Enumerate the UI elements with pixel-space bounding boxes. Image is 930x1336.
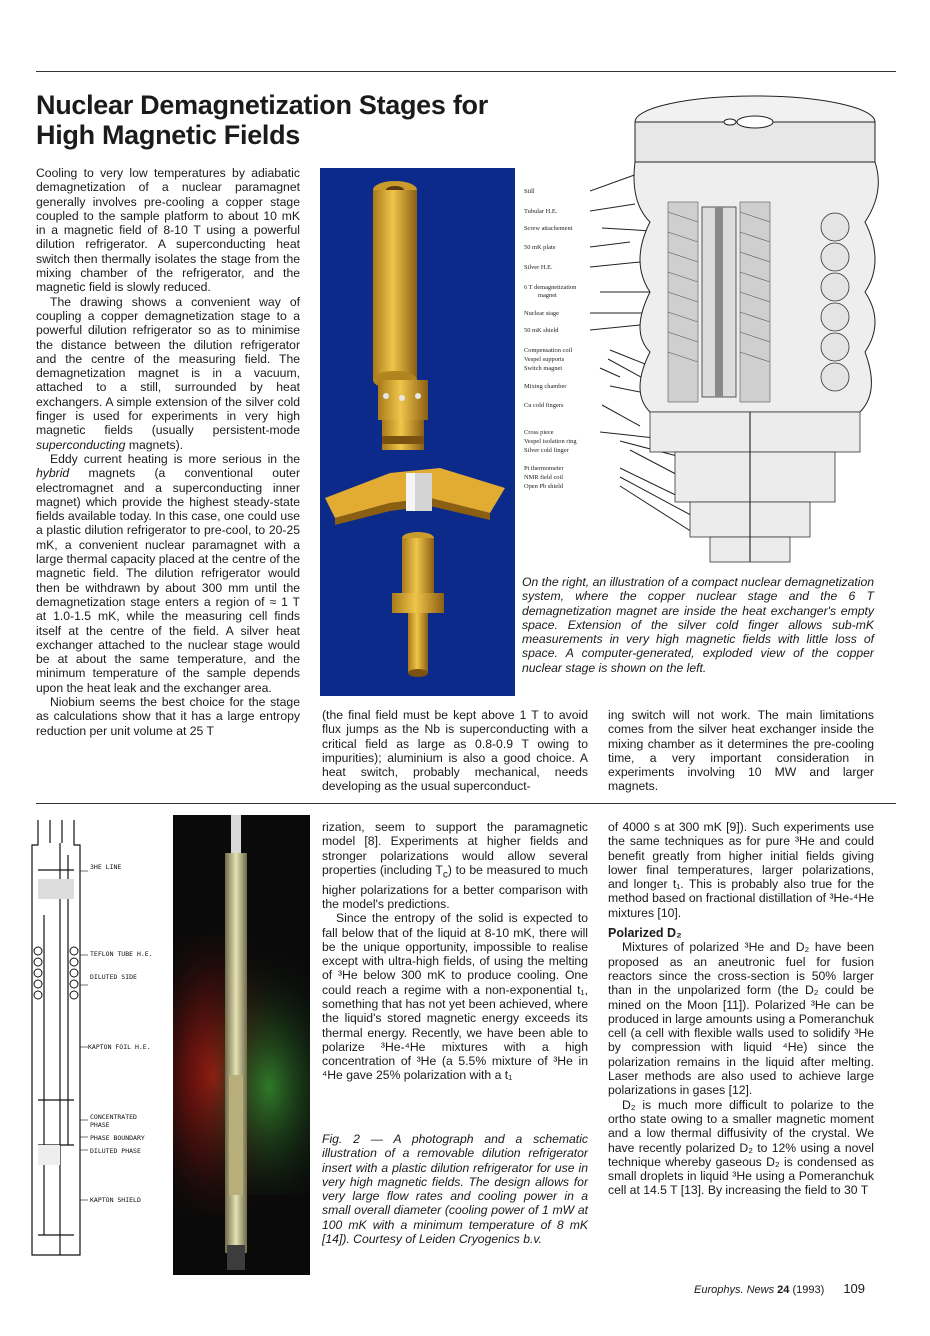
section-heading: Polarized D₂ bbox=[608, 926, 682, 941]
cutaway-label: Mixing chamber bbox=[524, 383, 567, 390]
cutaway-label: Nuclear stage bbox=[524, 310, 559, 317]
title-line-1: Nuclear Demagnetization Stages for bbox=[36, 90, 488, 120]
schematic-label: CONCENTRATED bbox=[90, 1113, 137, 1121]
cutaway-label: 50 mK plate bbox=[524, 244, 556, 251]
schematic-label: 3HE LINE bbox=[90, 863, 122, 871]
dilution-insert-photo bbox=[173, 815, 310, 1275]
cutaway-label: Pt thermometer bbox=[524, 465, 564, 472]
cutaway-label: magnet bbox=[538, 292, 557, 299]
schematic-label: KAPTON SHIELD bbox=[90, 1196, 141, 1204]
schematic-label: TEFLON TUBE H.E. bbox=[90, 950, 153, 958]
dilution-insert-schematic bbox=[30, 815, 172, 1275]
paragraph: The drawing shows a convenient way of coupling a copper demagnetization stage to a powerful dilution refrigerator so as to minimise the distance between the dilution refrigerator and the centre of the measuring field. The demagnetization magnet is in a vacuum, attached to a still, surrounded by heat exchangers. A simple extension of the silver cold finger is used for experiments in very high magnetic fields (usually persistent-mode superconducting magnets). bbox=[36, 294, 300, 452]
cutaway-label: Silver cold finger bbox=[524, 447, 569, 454]
cutaway-label: Tubular H.E. bbox=[524, 208, 558, 215]
cutaway-label: Cross piece bbox=[524, 429, 554, 436]
schematic-label: DILUTED SIDE bbox=[90, 973, 137, 981]
cutaway-label: Still bbox=[524, 188, 535, 195]
column-1 bbox=[36, 166, 300, 738]
cryostat-cutaway-icon bbox=[590, 92, 896, 567]
column-2-bottom bbox=[322, 820, 588, 1083]
section-rule bbox=[36, 803, 896, 804]
paragraph: Cooling to very low temperatures by adiabatic demagnetization of a nuclear paramagnet generally involves pre-cooling a copper stage coupled to the sample platform to about 10 mK in a magnetic field of 8-10 T using a powerful dilution refrigerator. A superconducting heat switch then thermally isolates the stage from the mixing chamber of the refrigerator, and the magnetic field is slowly reduced. bbox=[36, 166, 300, 295]
column-3-top bbox=[608, 708, 874, 794]
top-rule bbox=[36, 71, 896, 72]
schematic-label: DILUTED PHASE bbox=[90, 1147, 141, 1155]
schematic-label: PHASE bbox=[90, 1121, 110, 1129]
paragraph: D₂ is much more difficult to polarize to the ortho state owing to a smaller magnetic moment and a low thermal diffusivity of the crystal. We have recently polarized D₂ to 12% using a novel technique whereby gaseous D₂ is condensed as small droplets in liquid ³He using a Pomeranchuk cell at 14.5 T [13]. By increasing the field to 30 T bbox=[608, 1097, 874, 1198]
schematic-label: KAPTON FOIL H.E. bbox=[88, 1043, 151, 1051]
cutaway-drawing bbox=[590, 92, 896, 567]
journal-name: Europhys. News bbox=[694, 1284, 775, 1296]
paragraph: Eddy current heating is more serious in the hybrid magnets (a conventional outer electromagnet and a superconducting inner magnet) which provide the highest steady-state fields available today. In this case, one could use a plastic dilution refrigerator to pre-cool, to 20-25 mK, a convenient nuclear paramagnet with a large thermal capacity placed at the centre of the magnetic field. The dilution refrigerator would then be withdrawn by about 300 mm until the demagnetization stage enters a region of ≈ 1 T at 1.0-1.5 mK, while the measuring cell finds itself at the centre of the field. A silver heat exchanger attached to the nuclear stage would be at about the same temperature, and the minimum temperature of the sample depends upon the heat leak and the exchanger area. bbox=[36, 451, 300, 695]
paragraph: ing switch will not work. The main limitations comes from the silver heat exchanger inside the mixing chamber as it determines the pre-cooling time, a very important consideration in experiments involving 10 MW and larger magnets. bbox=[608, 708, 874, 794]
paragraph: (the final field must be kept above 1 T to avoid flux jumps as the Nb is superconducting with a critical field as large as 0.8-0.9 T owing to impurities); aluminium is also a good choice. A heat switch, probably mechanical, needs developing as the usual superconduct- bbox=[322, 708, 588, 794]
column-3-bottom bbox=[608, 820, 874, 1198]
cutaway-label: Silver H.E. bbox=[524, 264, 553, 271]
cutaway-label: Compensation coil bbox=[524, 347, 573, 354]
journal-year: (1993) bbox=[792, 1284, 825, 1296]
article-title bbox=[36, 90, 536, 150]
page-number: 109 bbox=[843, 1281, 866, 1296]
figure-1-caption: On the right, an illustration of a compact nuclear demagnetization system, where the copper nuclear stage and the 6 T demagnetization magnet are inside the heat exchanger's empty space. Extension of the silver cold finger allows sub-mK measurements in very high magnetic fields with little loss of space. A computer-generated, exploded view of the copper nuclear stage is shown on the left. bbox=[522, 575, 874, 675]
paragraph: Since the entropy of the solid is expected to fall below that of the liquid at 8-10 mK, there will be the unique opportunity, impossible to realise except with ultra-high fields, of using the melting of ³He below 300 mK to produce cooling. One could reach a regime with a non-exponential t₁, something that has not yet been achieved, where the liquid's stored magnetic energy exceeds its thermal energy. Recently, we have been able to polarize ³He-⁴He mixtures with a high concentration of ³He (a 5.5% mixture of ³He in ⁴He gave 25% polarization with a t₁ bbox=[322, 911, 588, 1083]
exploded-view-icon bbox=[320, 168, 515, 696]
cutaway-label: Cu cold fingers bbox=[524, 402, 564, 409]
cutaway-label: NMR field coil bbox=[524, 474, 564, 481]
title-line-2: High Magnetic Fields bbox=[36, 120, 301, 150]
schematic-label: PHASE BOUNDARY bbox=[90, 1134, 145, 1142]
cutaway-label: Switch magnet bbox=[524, 365, 563, 372]
paragraph: of 4000 s at 300 mK [9]). Such experiments use the same techniques as for pure ³He and could benefit greatly from higher initial fields giving lower final temperatures, larger polarizations, and longer t₁. This is probably also true for the method based on fractional distillation of ³He-⁴He mixtures [10]. bbox=[608, 820, 874, 920]
cutaway-label: Vespel supports bbox=[524, 356, 565, 363]
cutaway-label: 6 T demagnetization bbox=[524, 284, 577, 291]
figure-2-caption: Fig. 2 — A photograph and a schematic illustration of a removable dilution refrigerator insert with a plastic dilution refrigerator for use in very high magnetic fields. The design allows for very large flow rates and cooling power in a small overall diameter (cooling power of 1 mW at 100 mK with a minimum temperature of 8 mK [14]). Courtesy of Leiden Cryogenics b.v. bbox=[322, 1132, 588, 1247]
cutaway-label: Open Pb shield bbox=[524, 483, 564, 490]
journal-volume: 24 bbox=[777, 1284, 790, 1296]
paragraph: rization, seem to support the paramagnetic model [8]. Experiments at higher fields and stronger polarizations would allow several properties (including $T_c$) to be measured to much higher polarizations for a better comparison with the model's predictions. bbox=[322, 820, 588, 911]
paragraph: Mixtures of polarized ³He and D₂ have been proposed as an aneutronic fuel for fusion reactors since the cross-section is 50% larger than in the unpolarized form (the D₂ could be mined on the Moon [11]). Polarized ³He can be produced in large amounts using a Pomeranchuk cell (a cell with flexible walls used to solidify ³He by compression with liquid ⁴He) since the polarization remains in the liquid after melting. Laser methods are also used to achieve large polarizations in gases [12]. bbox=[608, 940, 874, 1098]
nuclear-stage-render-image bbox=[320, 168, 515, 696]
paragraph: Niobium seems the best choice for the stage as calculations show that it has a large entropy reduction per unit volume at 25 T bbox=[36, 694, 300, 738]
cutaway-label: 50 mK shield bbox=[524, 327, 559, 334]
column-2-top bbox=[322, 708, 588, 794]
cutaway-label: Vespel isolation ring bbox=[524, 438, 577, 445]
cutaway-label: Screw attachement bbox=[524, 225, 573, 232]
page-footer bbox=[694, 1281, 874, 1296]
insert-photo-icon bbox=[173, 815, 310, 1275]
